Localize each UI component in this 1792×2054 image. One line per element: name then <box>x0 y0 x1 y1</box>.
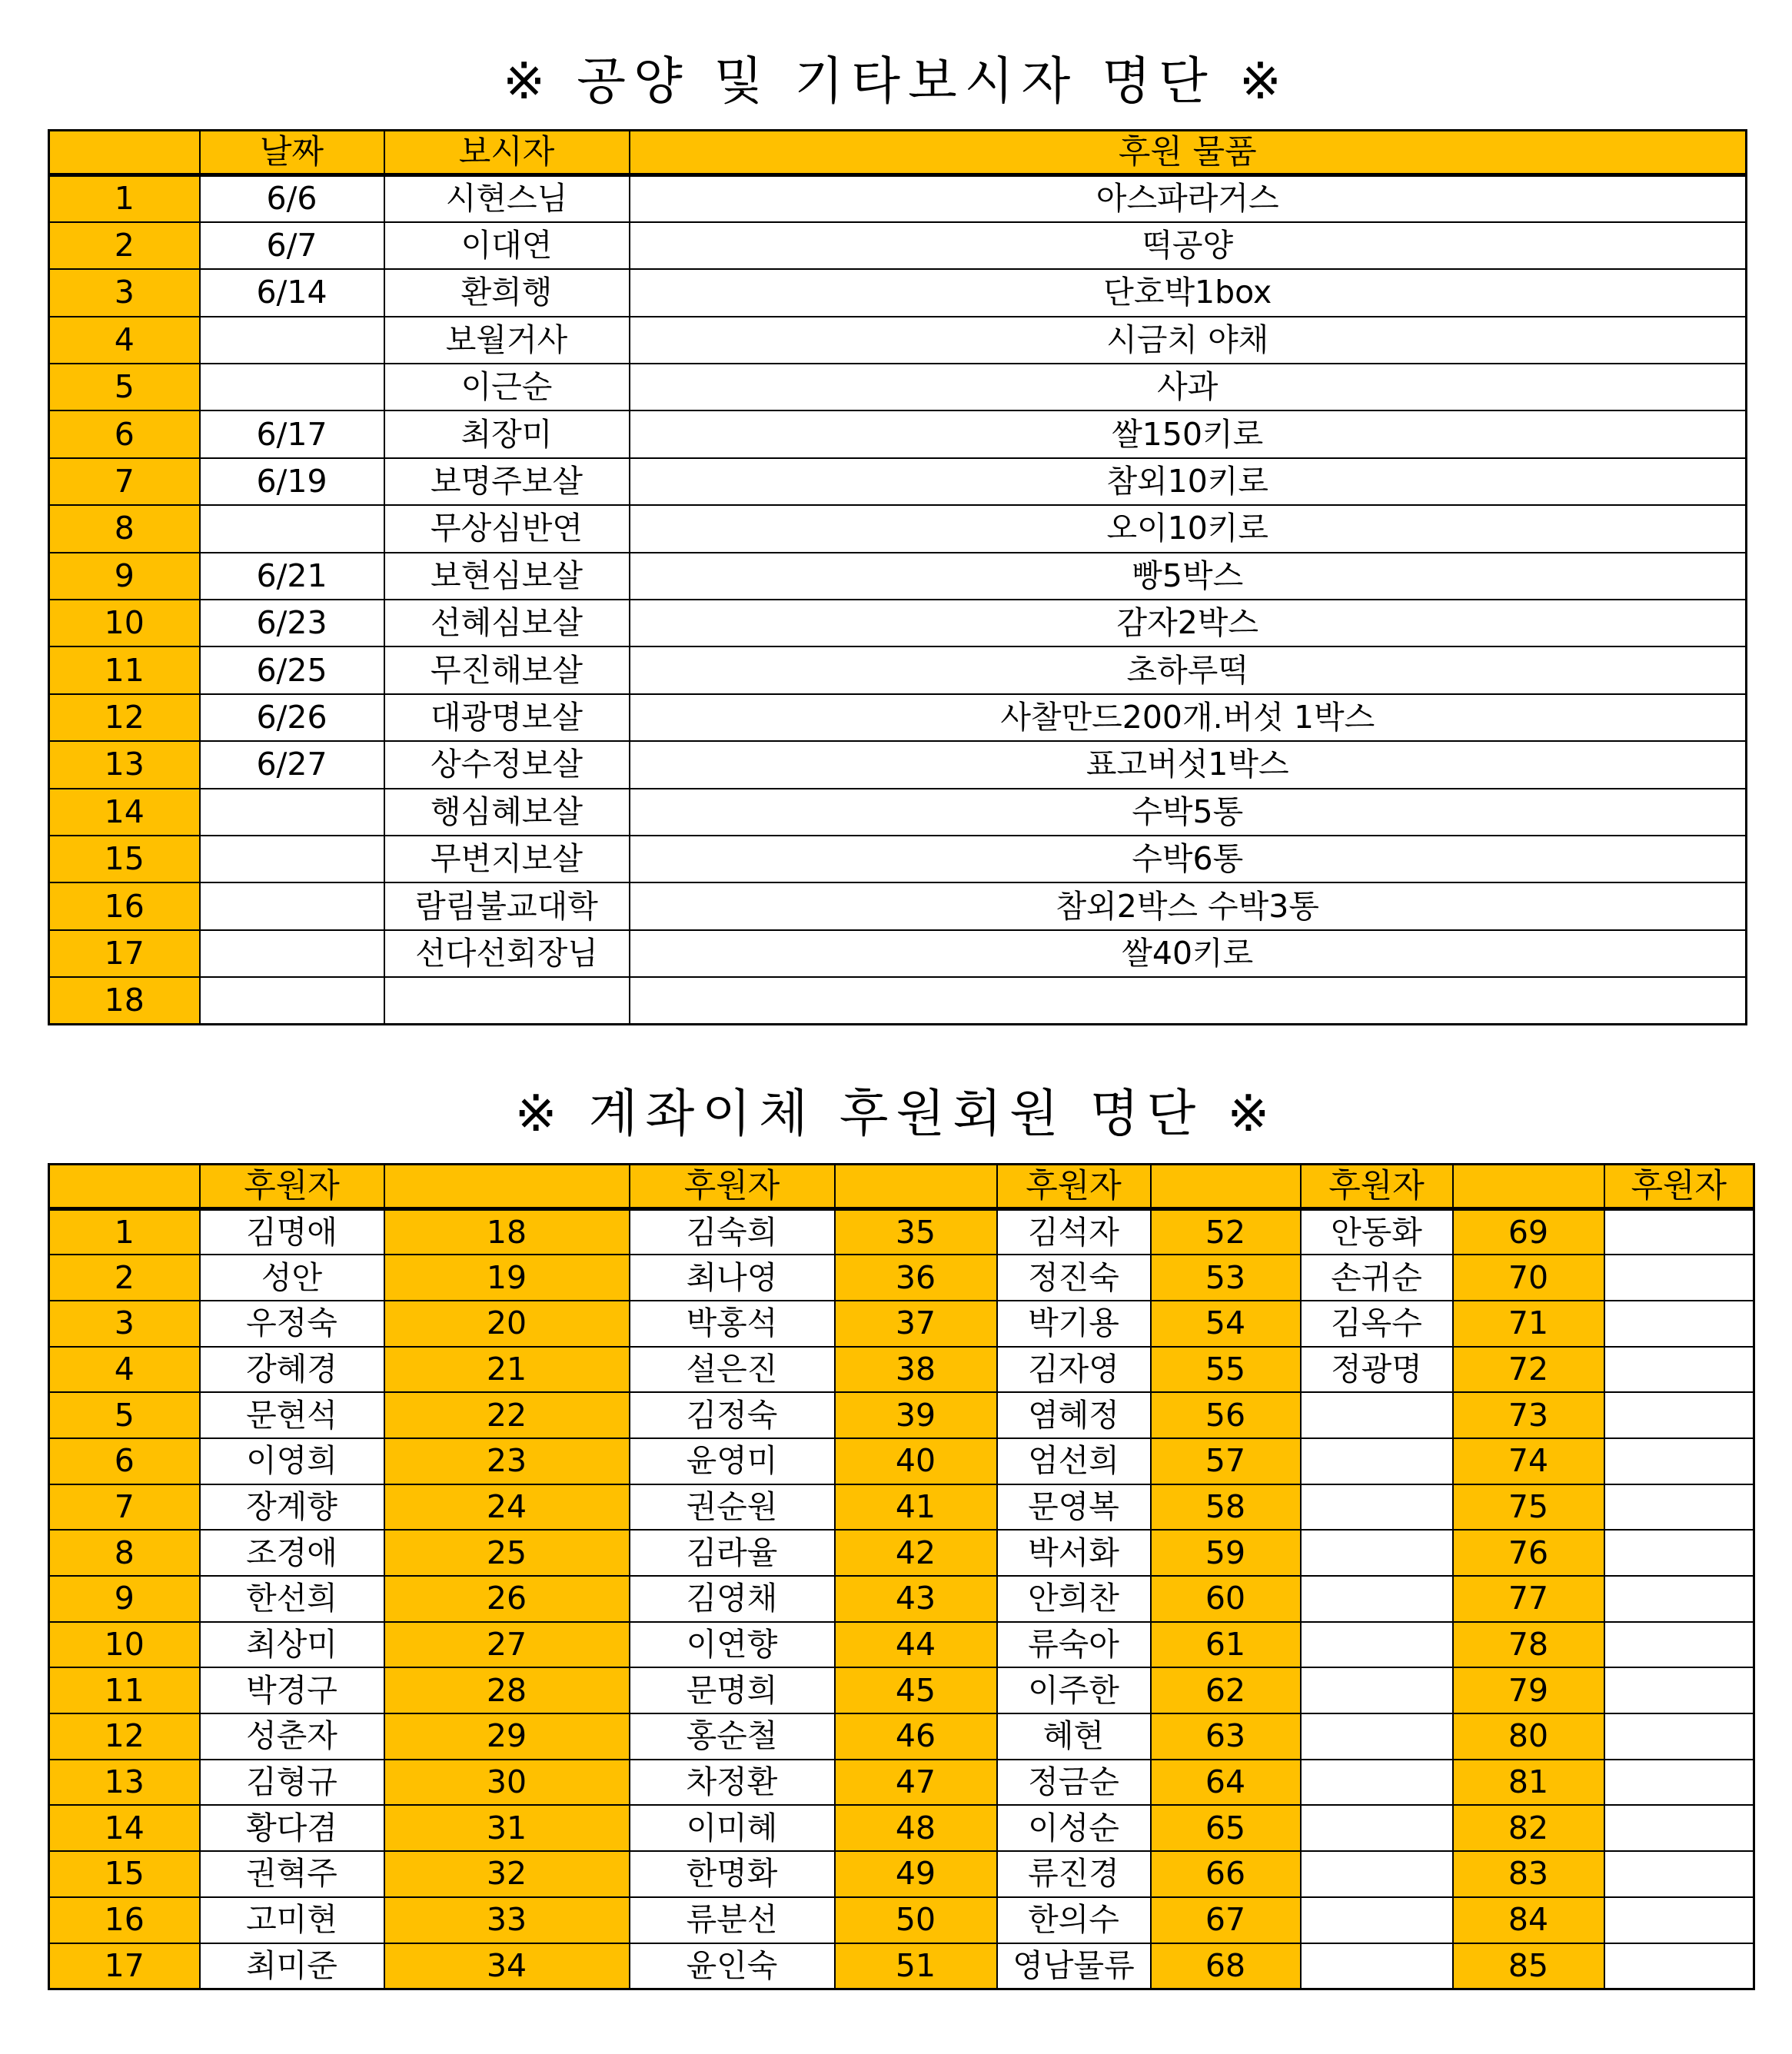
member-name: 손귀순 <box>1301 1255 1453 1301</box>
member-number: 79 <box>1453 1667 1604 1713</box>
member-name: 성안 <box>200 1255 384 1301</box>
header-donor: 보시자 <box>384 131 630 175</box>
table-row <box>49 1484 1754 1531</box>
member-name <box>1301 1667 1453 1713</box>
member-number: 53 <box>1151 1255 1301 1301</box>
member-number: 82 <box>1453 1805 1604 1851</box>
member-number: 70 <box>1453 1255 1604 1301</box>
member-number: 15 <box>49 1851 200 1897</box>
table-row <box>49 1713 1754 1760</box>
header-date: 날짜 <box>200 131 384 175</box>
row-number: 12 <box>49 694 200 741</box>
member-number: 25 <box>384 1530 630 1576</box>
member-number: 36 <box>835 1255 997 1301</box>
row-number: 8 <box>49 505 200 552</box>
date-cell <box>200 977 384 1024</box>
member-number: 64 <box>1151 1760 1301 1806</box>
table-row <box>49 505 1747 552</box>
member-name <box>1301 1851 1453 1897</box>
donor-cell: 보명주보살 <box>384 458 630 505</box>
item-cell: 쌀40키로 <box>630 930 1747 977</box>
table-row <box>49 1576 1754 1622</box>
header-donor: 후원자 <box>630 1165 835 1209</box>
item-cell: 사찰만드200개.버섯 1박스 <box>630 694 1747 741</box>
member-number: 34 <box>384 1943 630 1989</box>
member-number: 10 <box>49 1622 200 1668</box>
member-number: 1 <box>49 1209 200 1255</box>
member-number: 75 <box>1453 1484 1604 1531</box>
member-number: 32 <box>384 1851 630 1897</box>
member-name: 이영희 <box>200 1438 384 1484</box>
item-cell: 시금치 야채 <box>630 317 1747 364</box>
member-name: 한의수 <box>997 1897 1151 1943</box>
member-name: 문명희 <box>630 1667 835 1713</box>
donor-cell: 시현스님 <box>384 175 630 222</box>
member-name: 최미준 <box>200 1943 384 1989</box>
member-name <box>1301 1392 1453 1438</box>
member-number: 59 <box>1151 1530 1301 1576</box>
transfer-members-table <box>48 1163 1755 1990</box>
member-name: 이성순 <box>997 1805 1151 1851</box>
row-number: 11 <box>49 646 200 693</box>
header-donor: 후원자 <box>997 1165 1151 1209</box>
table-row <box>49 882 1747 929</box>
row-number: 18 <box>49 977 200 1024</box>
member-number: 55 <box>1151 1347 1301 1393</box>
table-row <box>49 741 1747 788</box>
table-row <box>49 1438 1754 1484</box>
member-name: 최나영 <box>630 1255 835 1301</box>
member-name: 김석자 <box>997 1209 1151 1255</box>
header-no <box>49 1165 200 1209</box>
member-number: 27 <box>384 1622 630 1668</box>
member-name <box>1301 1530 1453 1576</box>
member-name: 김명애 <box>200 1209 384 1255</box>
date-cell: 6/27 <box>200 741 384 788</box>
table-row <box>49 1760 1754 1806</box>
date-cell <box>200 789 384 836</box>
member-name: 정광명 <box>1301 1347 1453 1393</box>
member-number: 13 <box>49 1760 200 1806</box>
header-item: 후원 물품 <box>630 131 1747 175</box>
table-row <box>49 1667 1754 1713</box>
member-number: 4 <box>49 1347 200 1393</box>
member-number: 12 <box>49 1713 200 1760</box>
member-name: 문현석 <box>200 1392 384 1438</box>
member-number: 19 <box>384 1255 630 1301</box>
member-name: 조경애 <box>200 1530 384 1576</box>
member-number: 57 <box>1151 1438 1301 1484</box>
table-header-row <box>49 1165 1754 1209</box>
header-no <box>49 131 200 175</box>
table-row <box>49 1805 1754 1851</box>
member-name <box>1301 1576 1453 1622</box>
member-name: 최상미 <box>200 1622 384 1668</box>
header-no <box>1453 1165 1604 1209</box>
item-cell: 단호박1box <box>630 269 1747 316</box>
member-name <box>1301 1760 1453 1806</box>
member-name: 안희찬 <box>997 1576 1151 1622</box>
item-cell: 사과 <box>630 364 1747 410</box>
member-number: 11 <box>49 1667 200 1713</box>
member-number: 33 <box>384 1897 630 1943</box>
row-number: 1 <box>49 175 200 222</box>
member-number: 58 <box>1151 1484 1301 1531</box>
donor-cell: 선혜심보살 <box>384 600 630 646</box>
member-number: 26 <box>384 1576 630 1622</box>
member-number: 62 <box>1151 1667 1301 1713</box>
member-name <box>1604 1851 1754 1897</box>
table-row <box>49 600 1747 646</box>
header-donor: 후원자 <box>1604 1165 1754 1209</box>
member-name <box>1604 1576 1754 1622</box>
member-name: 이미혜 <box>630 1805 835 1851</box>
table-row <box>49 410 1747 457</box>
member-number: 84 <box>1453 1897 1604 1943</box>
member-name <box>1301 1897 1453 1943</box>
member-name <box>1604 1897 1754 1943</box>
table-row <box>49 694 1747 741</box>
member-number: 6 <box>49 1438 200 1484</box>
member-name: 김옥수 <box>1301 1301 1453 1347</box>
donor-cell: 이근순 <box>384 364 630 410</box>
member-number: 22 <box>384 1392 630 1438</box>
member-name: 강혜경 <box>200 1347 384 1393</box>
table-row <box>49 1255 1754 1301</box>
member-number: 85 <box>1453 1943 1604 1989</box>
member-name: 류분선 <box>630 1897 835 1943</box>
table-row <box>49 364 1747 410</box>
member-name: 엄선희 <box>997 1438 1151 1484</box>
item-cell: 떡공양 <box>630 222 1747 269</box>
member-name <box>1301 1622 1453 1668</box>
date-cell <box>200 317 384 364</box>
member-name: 김라율 <box>630 1530 835 1576</box>
header-no <box>835 1165 997 1209</box>
row-number: 3 <box>49 269 200 316</box>
donor-cell: 람림불교대학 <box>384 882 630 929</box>
transfer-members-table-body <box>49 1165 1754 1989</box>
member-number: 44 <box>835 1622 997 1668</box>
item-cell: 참외2박스 수박3통 <box>630 882 1747 929</box>
member-number: 2 <box>49 1255 200 1301</box>
member-name: 염혜정 <box>997 1392 1151 1438</box>
item-cell: 초하루떡 <box>630 646 1747 693</box>
donor-cell: 보현심보살 <box>384 553 630 600</box>
member-number: 54 <box>1151 1301 1301 1347</box>
donor-cell: 무변지보살 <box>384 836 630 882</box>
row-number: 15 <box>49 836 200 882</box>
transfer-members-title: ※ 계좌이체 후원회원 명단 ※ <box>514 1084 1278 1143</box>
member-name: 류진경 <box>997 1851 1151 1897</box>
member-number: 50 <box>835 1897 997 1943</box>
member-number: 61 <box>1151 1622 1301 1668</box>
member-name: 권혁주 <box>200 1851 384 1897</box>
member-name: 윤인숙 <box>630 1943 835 1989</box>
member-name <box>1604 1530 1754 1576</box>
row-number: 6 <box>49 410 200 457</box>
table-row <box>49 836 1747 882</box>
member-number: 7 <box>49 1484 200 1531</box>
member-name <box>1604 1760 1754 1806</box>
member-name: 윤영미 <box>630 1438 835 1484</box>
member-name <box>1301 1805 1453 1851</box>
member-name <box>1604 1622 1754 1668</box>
header-donor: 후원자 <box>1301 1165 1453 1209</box>
member-name <box>1604 1209 1754 1255</box>
date-cell: 6/14 <box>200 269 384 316</box>
member-number: 14 <box>49 1805 200 1851</box>
member-number: 23 <box>384 1438 630 1484</box>
member-name: 문영복 <box>997 1484 1151 1531</box>
member-number: 56 <box>1151 1392 1301 1438</box>
member-number: 73 <box>1453 1392 1604 1438</box>
date-cell: 6/17 <box>200 410 384 457</box>
donor-cell: 무진해보살 <box>384 646 630 693</box>
member-name <box>1604 1438 1754 1484</box>
row-number: 7 <box>49 458 200 505</box>
table-row <box>49 458 1747 505</box>
row-number: 9 <box>49 553 200 600</box>
member-number: 74 <box>1453 1438 1604 1484</box>
item-cell: 빵5박스 <box>630 553 1747 600</box>
date-cell <box>200 505 384 552</box>
row-number: 13 <box>49 741 200 788</box>
member-number: 18 <box>384 1209 630 1255</box>
member-name: 한선희 <box>200 1576 384 1622</box>
member-number: 77 <box>1453 1576 1604 1622</box>
date-cell <box>200 882 384 929</box>
table-row <box>49 269 1747 316</box>
row-number: 10 <box>49 600 200 646</box>
member-name: 김숙희 <box>630 1209 835 1255</box>
table-row <box>49 977 1747 1024</box>
member-name: 영남물류 <box>997 1943 1151 1989</box>
member-number: 45 <box>835 1667 997 1713</box>
member-name <box>1301 1943 1453 1989</box>
member-name: 김정숙 <box>630 1392 835 1438</box>
member-name: 박홍석 <box>630 1301 835 1347</box>
row-number: 5 <box>49 364 200 410</box>
member-number: 37 <box>835 1301 997 1347</box>
date-cell <box>200 836 384 882</box>
item-cell: 표고버섯1박스 <box>630 741 1747 788</box>
donor-cell: 대광명보살 <box>384 694 630 741</box>
donor-cell: 상수정보살 <box>384 741 630 788</box>
date-cell: 6/26 <box>200 694 384 741</box>
member-name <box>1301 1484 1453 1531</box>
member-number: 17 <box>49 1943 200 1989</box>
member-number: 49 <box>835 1851 997 1897</box>
member-name: 김형규 <box>200 1760 384 1806</box>
member-name: 류숙아 <box>997 1622 1151 1668</box>
table-row <box>49 317 1747 364</box>
date-cell <box>200 364 384 410</box>
member-name <box>1604 1484 1754 1531</box>
item-cell: 오이10키로 <box>630 505 1747 552</box>
member-number: 35 <box>835 1209 997 1255</box>
item-cell: 수박6통 <box>630 836 1747 882</box>
member-name: 설은진 <box>630 1347 835 1393</box>
member-number: 52 <box>1151 1209 1301 1255</box>
item-cell: 참외10키로 <box>630 458 1747 505</box>
row-number: 2 <box>49 222 200 269</box>
member-name: 박경구 <box>200 1667 384 1713</box>
member-number: 60 <box>1151 1576 1301 1622</box>
date-cell: 6/25 <box>200 646 384 693</box>
member-name: 박기용 <box>997 1301 1151 1347</box>
member-name <box>1604 1301 1754 1347</box>
item-cell: 감자2박스 <box>630 600 1747 646</box>
member-name: 이연향 <box>630 1622 835 1668</box>
table-row <box>49 1392 1754 1438</box>
table-row <box>49 175 1747 222</box>
item-cell: 쌀150키로 <box>630 410 1747 457</box>
member-number: 29 <box>384 1713 630 1760</box>
member-number: 28 <box>384 1667 630 1713</box>
item-cell: 수박5통 <box>630 789 1747 836</box>
member-name: 김영채 <box>630 1576 835 1622</box>
member-name: 차정환 <box>630 1760 835 1806</box>
member-number: 5 <box>49 1392 200 1438</box>
member-number: 39 <box>835 1392 997 1438</box>
donor-cell: 행심혜보살 <box>384 789 630 836</box>
table-row <box>49 1530 1754 1576</box>
member-number: 78 <box>1453 1622 1604 1668</box>
member-number: 43 <box>835 1576 997 1622</box>
donor-cell: 선다선회장님 <box>384 930 630 977</box>
donor-cell <box>384 977 630 1024</box>
offering-donors-title: ※ 공양 및 기타보시자 명단 ※ <box>502 52 1290 111</box>
member-number: 42 <box>835 1530 997 1576</box>
offering-donors-table-body <box>49 131 1747 1025</box>
date-cell: 6/6 <box>200 175 384 222</box>
member-name: 우정숙 <box>200 1301 384 1347</box>
member-name <box>1301 1438 1453 1484</box>
member-number: 48 <box>835 1805 997 1851</box>
member-name: 한명화 <box>630 1851 835 1897</box>
member-name <box>1604 1713 1754 1760</box>
member-number: 20 <box>384 1301 630 1347</box>
member-number: 83 <box>1453 1851 1604 1897</box>
table-row <box>49 1897 1754 1943</box>
member-number: 72 <box>1453 1347 1604 1393</box>
row-number: 16 <box>49 882 200 929</box>
date-cell: 6/19 <box>200 458 384 505</box>
member-name: 홍순철 <box>630 1713 835 1760</box>
member-number: 81 <box>1453 1760 1604 1806</box>
member-name <box>1604 1255 1754 1301</box>
member-number: 65 <box>1151 1805 1301 1851</box>
table-header-row <box>49 131 1747 175</box>
member-name <box>1604 1805 1754 1851</box>
member-number: 30 <box>384 1760 630 1806</box>
member-name <box>1604 1347 1754 1393</box>
member-number: 24 <box>384 1484 630 1531</box>
table-row <box>49 553 1747 600</box>
member-number: 71 <box>1453 1301 1604 1347</box>
member-name: 정금순 <box>997 1760 1151 1806</box>
member-number: 46 <box>835 1713 997 1760</box>
date-cell <box>200 930 384 977</box>
member-number: 16 <box>49 1897 200 1943</box>
donor-cell: 무상심반연 <box>384 505 630 552</box>
member-name: 박서화 <box>997 1530 1151 1576</box>
table-row <box>49 1301 1754 1347</box>
row-number: 14 <box>49 789 200 836</box>
member-name <box>1604 1392 1754 1438</box>
member-number: 67 <box>1151 1897 1301 1943</box>
row-number: 4 <box>49 317 200 364</box>
offering-donors-table <box>48 129 1747 1025</box>
member-number: 80 <box>1453 1713 1604 1760</box>
member-name: 황다겸 <box>200 1805 384 1851</box>
member-name <box>1604 1943 1754 1989</box>
member-number: 8 <box>49 1530 200 1576</box>
header-no <box>384 1165 630 1209</box>
table-row <box>49 1209 1754 1255</box>
member-name: 권순원 <box>630 1484 835 1531</box>
table-row <box>49 930 1747 977</box>
donor-cell: 환희행 <box>384 269 630 316</box>
member-name: 정진숙 <box>997 1255 1151 1301</box>
member-number: 66 <box>1151 1851 1301 1897</box>
date-cell: 6/21 <box>200 553 384 600</box>
member-number: 51 <box>835 1943 997 1989</box>
member-number: 9 <box>49 1576 200 1622</box>
table-row <box>49 222 1747 269</box>
member-number: 3 <box>49 1301 200 1347</box>
member-name: 혜현 <box>997 1713 1151 1760</box>
member-number: 69 <box>1453 1209 1604 1255</box>
member-name: 고미현 <box>200 1897 384 1943</box>
member-number: 68 <box>1151 1943 1301 1989</box>
member-name <box>1301 1713 1453 1760</box>
donor-cell: 이대연 <box>384 222 630 269</box>
member-name: 이주한 <box>997 1667 1151 1713</box>
member-name: 김자영 <box>997 1347 1151 1393</box>
member-number: 63 <box>1151 1713 1301 1760</box>
member-number: 31 <box>384 1805 630 1851</box>
member-number: 21 <box>384 1347 630 1393</box>
header-donor: 후원자 <box>200 1165 384 1209</box>
member-number: 47 <box>835 1760 997 1806</box>
item-cell: 아스파라거스 <box>630 175 1747 222</box>
member-name: 안동화 <box>1301 1209 1453 1255</box>
table-row <box>49 1851 1754 1897</box>
table-row <box>49 789 1747 836</box>
member-number: 38 <box>835 1347 997 1393</box>
header-no <box>1151 1165 1301 1209</box>
donor-cell: 최장미 <box>384 410 630 457</box>
item-cell <box>630 977 1747 1024</box>
member-name: 성춘자 <box>200 1713 384 1760</box>
date-cell: 6/7 <box>200 222 384 269</box>
row-number: 17 <box>49 930 200 977</box>
date-cell: 6/23 <box>200 600 384 646</box>
donor-cell: 보월거사 <box>384 317 630 364</box>
table-row <box>49 1622 1754 1668</box>
member-number: 40 <box>835 1438 997 1484</box>
table-row <box>49 1943 1754 1989</box>
table-row <box>49 1347 1754 1393</box>
member-name: 장계향 <box>200 1484 384 1531</box>
table-row <box>49 646 1747 693</box>
member-name <box>1604 1667 1754 1713</box>
member-number: 41 <box>835 1484 997 1531</box>
member-number: 76 <box>1453 1530 1604 1576</box>
